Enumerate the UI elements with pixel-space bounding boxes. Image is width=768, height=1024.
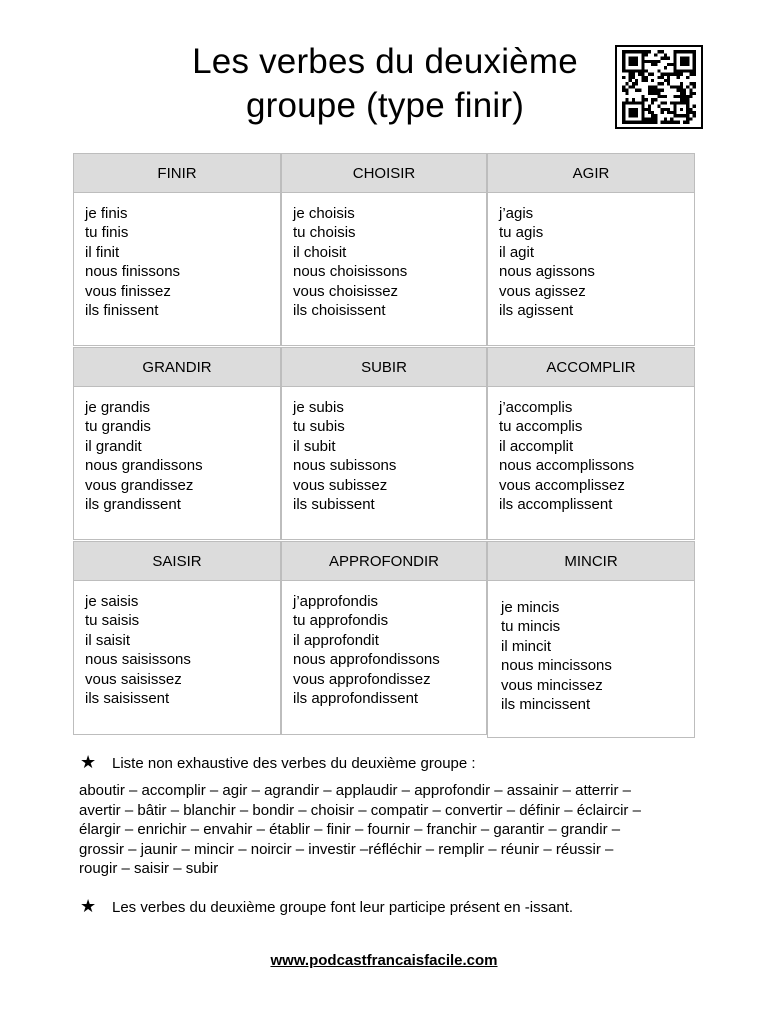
verb-header: ACCOMPLIR: [487, 347, 695, 387]
conjugation-form: vous accomplissez: [499, 476, 625, 494]
conjugation-form: nous approfondissons: [293, 651, 440, 669]
verb-header: APPROFONDIR: [281, 541, 487, 581]
conjugation-form: vous finissez: [85, 282, 171, 300]
verb-list-line: élargir – enrichir – envahir – établir – finir – fournir – franchir – garantir – grandir –: [79, 821, 621, 839]
conjugation-form: je subis: [293, 399, 344, 416]
conjugation-form: vous agissez: [499, 282, 586, 300]
conjugation-form: ils mincissent: [501, 696, 591, 714]
conjugation-form: il grandit: [85, 437, 142, 455]
conjugation-list: [499, 204, 595, 320]
conjugation-form: tu choisis: [293, 224, 356, 242]
verb-header: GRANDIR: [73, 347, 281, 387]
verb-list-line: aboutir – accomplir – agir – agrandir – applaudir – approfondir – assainir – atterrir –: [79, 782, 631, 799]
conjugation-form: nous grandissons: [85, 457, 203, 475]
title-line-2: groupe (type finir): [245, 86, 525, 125]
participle-note: [80, 897, 573, 918]
website-link[interactable]: www.podcastfrancaisfacile.com: [270, 952, 498, 969]
verb-header: MINCIR: [487, 541, 695, 581]
conjugation-form: nous saisissons: [85, 651, 191, 669]
verb-list-line: grossir – jaunir – mincir – noircir – investir –réfléchir – remplir – réunir – réussir –: [79, 840, 614, 858]
conjugation-form: tu accomplis: [499, 418, 583, 436]
conjugation-form: il finit: [85, 243, 120, 261]
page-title: [140, 40, 630, 128]
verb-header: SUBIR: [281, 347, 487, 387]
conjugation-form: vous mincissez: [501, 676, 603, 694]
conjugation-form: nous accomplissons: [499, 457, 635, 475]
qr-code-icon: [615, 45, 703, 129]
conjugation-form: vous choisissez: [293, 282, 399, 300]
qr-code-graphic: [617, 47, 701, 127]
conjugation-form: vous saisissez: [85, 670, 182, 688]
conjugation-list: [499, 398, 634, 514]
conjugation-form: je choisis: [293, 205, 355, 222]
list-heading: [80, 753, 476, 774]
conjugation-list: [85, 592, 191, 708]
conjugation-form: je grandis: [85, 399, 151, 416]
conjugation-form: j’agis: [499, 205, 534, 222]
conjugation-form: je saisis: [85, 593, 139, 610]
conjugation-form: il approfondit: [293, 631, 379, 649]
conjugation-form: ils approfondissent: [293, 690, 419, 708]
conjugation-form: j’accomplis: [499, 399, 573, 416]
conjugation-form: nous subissons: [293, 457, 397, 475]
verb-list-line: rougir – saisir – subir: [79, 860, 219, 878]
conjugation-form: tu finis: [85, 224, 129, 242]
conjugation-form: ils subissent: [293, 496, 375, 514]
conjugation-form: nous finissons: [85, 263, 181, 281]
conjugation-form: il choisit: [293, 243, 347, 261]
title-line-1: Les verbes du deuxième: [192, 42, 578, 81]
participle-note-text: Les verbes du deuxième groupe font leur participe présent en -issant.: [112, 899, 574, 916]
conjugation-form: ils accomplissent: [499, 496, 613, 514]
conjugation-form: nous choisissons: [293, 263, 408, 281]
conjugation-form: ils saisissent: [85, 690, 170, 708]
conjugation-form: il accomplit: [499, 437, 574, 455]
conjugation-form: tu agis: [499, 224, 544, 242]
conjugation-list: [85, 204, 180, 320]
conjugation-form: ils agissent: [499, 302, 574, 320]
conjugation-form: il agit: [499, 243, 535, 261]
star-icon: ★: [80, 896, 97, 916]
conjugation-form: j’approfondis: [293, 593, 379, 610]
conjugation-form: ils finissent: [85, 302, 159, 320]
conjugation-list: [501, 598, 612, 714]
conjugation-list: [85, 398, 203, 514]
conjugation-form: tu subis: [293, 418, 345, 436]
verb-header: AGIR: [487, 153, 695, 193]
conjugation-list: [293, 592, 440, 708]
conjugation-form: il mincit: [501, 637, 552, 655]
conjugation-form: vous grandissez: [85, 476, 194, 494]
verb-header: SAISIR: [73, 541, 281, 581]
conjugation-form: il saisit: [85, 631, 131, 649]
conjugation-list: [293, 204, 407, 320]
conjugation-form: ils choisissent: [293, 302, 386, 320]
conjugation-form: ils grandissent: [85, 496, 181, 514]
verb-header: CHOISIR: [281, 153, 487, 193]
conjugation-list: [293, 398, 396, 514]
conjugation-form: vous approfondissez: [293, 670, 431, 688]
conjugation-form: nous agissons: [499, 263, 595, 281]
verb-header: FINIR: [73, 153, 281, 193]
conjugation-form: tu grandis: [85, 418, 151, 436]
conjugation-form: je mincis: [501, 599, 560, 616]
conjugation-form: vous subissez: [293, 476, 388, 494]
star-icon: ★: [80, 752, 97, 772]
conjugation-form: nous mincissons: [501, 657, 612, 675]
conjugation-form: tu approfondis: [293, 612, 389, 630]
verb-list: [79, 781, 719, 879]
verb-list-line: avertir – bâtir – blanchir – bondir – choisir – compatir – convertir – définir – éclaircir –: [79, 801, 641, 819]
conjugation-form: tu mincis: [501, 618, 561, 636]
conjugation-form: il subit: [293, 437, 336, 455]
conjugation-form: je finis: [85, 205, 128, 222]
list-heading-text: Liste non exhaustive des verbes du deuxième groupe :: [112, 755, 476, 772]
conjugation-form: tu saisis: [85, 612, 140, 630]
